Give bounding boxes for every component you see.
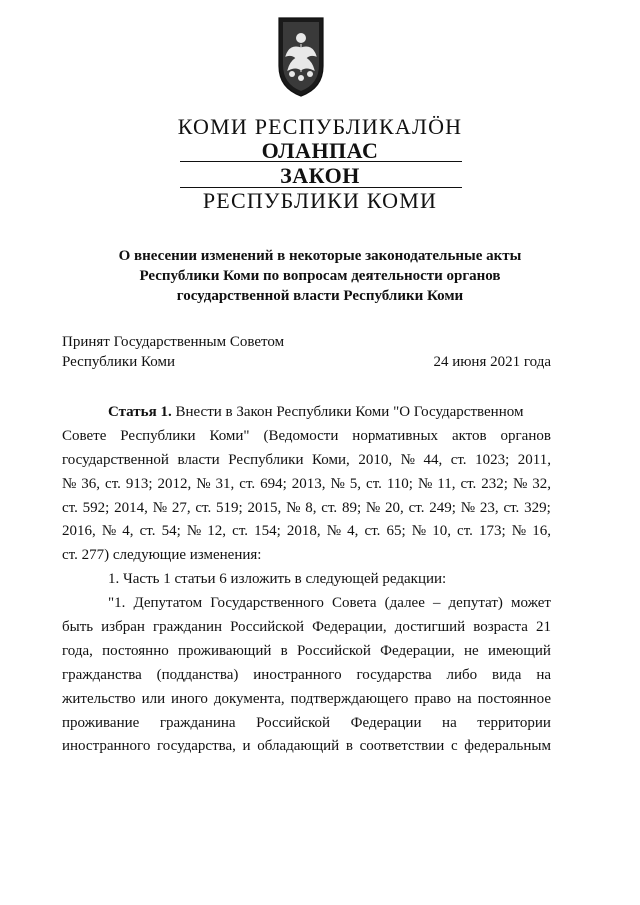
body-line — [62, 735, 551, 759]
word: с — [450, 738, 458, 755]
word: территории — [477, 714, 551, 731]
word: 249; — [429, 499, 456, 516]
word: органов — [500, 427, 551, 444]
word: ст. — [408, 499, 425, 516]
word: ст. — [364, 523, 381, 540]
word: вида — [492, 666, 522, 683]
body-line — [62, 520, 551, 544]
word: Федерации — [350, 714, 422, 731]
word: иного — [171, 690, 208, 707]
word: 31, — [215, 475, 235, 492]
word: иностранного — [253, 666, 342, 683]
word: № — [512, 475, 528, 492]
word: 11, — [437, 475, 456, 492]
word: Российской — [296, 642, 371, 659]
adoption-date: 24 июня 2021 года — [433, 354, 551, 370]
body-line — [62, 712, 551, 736]
word: или — [141, 690, 166, 707]
word: "1. — [108, 595, 126, 612]
word: обладающий — [257, 738, 340, 755]
word: 32, — [532, 475, 551, 492]
body-line — [62, 688, 551, 712]
word: депутат) — [448, 595, 503, 612]
word: Коми, — [312, 451, 350, 468]
header-line-republic: РЕСПУБЛИКИ КОМИ — [202, 188, 438, 213]
word: федеральным — [464, 738, 551, 755]
word: Совета — [332, 595, 377, 612]
word: № — [286, 499, 301, 516]
word: 2016, — [62, 523, 96, 540]
article-1-first-line — [62, 401, 551, 425]
word: достигший — [394, 619, 466, 636]
word: государства — [356, 666, 432, 683]
word: 16, — [532, 523, 551, 540]
word: 2010, — [358, 451, 393, 468]
word: ст. — [457, 523, 473, 540]
word: имеющий — [487, 642, 551, 659]
word: власти — [177, 451, 220, 468]
word: Совете — [62, 427, 107, 444]
word: Российской — [230, 619, 305, 636]
word: 65; — [386, 523, 406, 540]
word: Российской — [256, 714, 331, 731]
word: быть — [62, 619, 94, 636]
word: 4, — [347, 523, 359, 540]
word: 12, — [207, 523, 227, 540]
word: № — [417, 475, 433, 492]
body-line — [62, 664, 551, 688]
adopted-by — [62, 332, 284, 372]
word: (подданства) — [156, 666, 239, 683]
word: 154; — [254, 523, 281, 540]
word: Республики — [228, 451, 304, 468]
word: 23, — [479, 499, 499, 516]
word: Федерации, — [380, 642, 455, 659]
word: № — [400, 451, 415, 468]
word: 2018, — [286, 523, 321, 540]
word: 329; — [524, 499, 551, 516]
word: иностранного — [62, 738, 151, 755]
word: Федерации, — [312, 619, 387, 636]
word: ст. — [460, 475, 477, 492]
word: право — [414, 690, 451, 707]
word: № — [152, 499, 168, 516]
word: жительство — [62, 690, 136, 707]
word: 110; — [386, 475, 413, 492]
word: 10, — [432, 523, 451, 540]
word: 2015, — [247, 499, 282, 516]
word: ст. — [62, 499, 78, 516]
word: проживающий — [177, 642, 272, 659]
word: ст. — [450, 451, 467, 468]
word: государственной — [62, 451, 169, 468]
word: государства, — [156, 738, 236, 755]
word: ст. — [139, 523, 156, 540]
word: подтверждающего — [290, 690, 409, 707]
law-title-line: государственной власти Республики Коми — [176, 288, 464, 304]
word: не — [464, 642, 479, 659]
body-line — [62, 497, 551, 521]
word: проживание — [62, 714, 140, 731]
article-label: Статья 1. — [108, 404, 172, 420]
word: нормативных — [352, 427, 439, 444]
body-line: 1. Часть 1 статьи 6 изложить в следующей редакции: — [108, 571, 447, 588]
word: 8, — [305, 499, 317, 516]
header-line-olanpas: ОЛАНПАС — [261, 138, 379, 163]
word: 5, — [349, 475, 362, 492]
word: избран — [101, 619, 145, 636]
body-text: Внести в Закон Республики Коми "О Государственном — [171, 404, 524, 420]
word: постоянно — [102, 642, 169, 659]
word: (далее — [384, 595, 425, 612]
document-body — [62, 401, 551, 759]
word: 20, — [385, 499, 404, 516]
word: 4, — [122, 523, 134, 540]
word: № — [101, 523, 117, 540]
word: 232; — [481, 475, 508, 492]
coat-of-arms-emblem — [276, 14, 326, 98]
header-line-zakon: ЗАКОН — [280, 163, 360, 188]
word: актов — [451, 427, 487, 444]
word: 27, — [171, 499, 191, 516]
word: ст. — [366, 475, 382, 492]
body-line — [62, 449, 551, 473]
word: № — [511, 523, 527, 540]
word: в — [280, 642, 288, 659]
header-line-komi: КОМИ РЕСПУБЛИКАЛӦН — [177, 114, 463, 139]
law-title — [60, 246, 580, 306]
word: 36, — [81, 475, 101, 492]
word: № — [326, 523, 342, 540]
law-title-line: Республики Коми по вопросам деятельности органов — [139, 268, 501, 284]
word: 54; — [161, 523, 181, 540]
word: гражданина — [159, 714, 236, 731]
word: гражданин — [152, 619, 223, 636]
body-line — [62, 473, 551, 497]
word: ст. — [503, 499, 520, 516]
word: 1023; — [475, 451, 510, 468]
word: и — [242, 738, 251, 755]
word: 519; — [216, 499, 243, 516]
word: постоянное — [477, 690, 551, 707]
word: ст. — [239, 475, 256, 492]
word: гражданства — [62, 666, 142, 683]
word: соответствии — [359, 738, 445, 755]
word: Государственного — [210, 595, 324, 612]
word: № — [460, 499, 476, 516]
word: – — [432, 595, 441, 612]
word: Республики — [120, 427, 196, 444]
word: 694; — [260, 475, 287, 492]
body-line — [62, 425, 551, 449]
body-line — [62, 640, 551, 664]
word: 2012, — [157, 475, 192, 492]
word: может — [510, 595, 551, 612]
word: либо — [446, 666, 478, 683]
body-line — [62, 616, 551, 640]
word: Депутатом — [133, 595, 203, 612]
word: на — [536, 666, 551, 683]
word: № — [62, 475, 77, 492]
word: 2014, — [114, 499, 148, 516]
word: 44, — [423, 451, 443, 468]
word: 913; — [125, 475, 153, 492]
word: № — [330, 475, 345, 492]
word: года, — [62, 642, 93, 659]
word: ст. — [232, 523, 248, 540]
word: 2013, — [291, 475, 326, 492]
word: документа, — [213, 690, 285, 707]
word: № — [196, 475, 211, 492]
adopted-line: Республики Коми — [62, 354, 175, 370]
body-line — [62, 592, 551, 616]
word: ст. — [195, 499, 212, 516]
word: ст. — [321, 499, 338, 516]
word: возраста — [473, 619, 528, 636]
word: на — [456, 690, 472, 707]
word: 89; — [341, 499, 362, 516]
word: № — [365, 499, 381, 516]
word: 2011, — [517, 451, 551, 468]
adopted-line: Принят Государственным Советом — [62, 334, 285, 350]
law-title-line: О внесении изменений в некоторые законодательные акты — [118, 248, 522, 264]
word: на — [442, 714, 457, 731]
word: ст. — [105, 475, 121, 492]
word: в — [345, 738, 353, 755]
word: № — [411, 523, 427, 540]
word: Коми" — [209, 427, 250, 444]
word: (Ведомости — [263, 427, 339, 444]
body-line: ст. 277) следующие изменения: — [62, 547, 262, 564]
word: 592; — [82, 499, 110, 516]
word: 21 — [535, 619, 551, 636]
word: 173; — [479, 523, 506, 540]
word: № — [186, 523, 202, 540]
